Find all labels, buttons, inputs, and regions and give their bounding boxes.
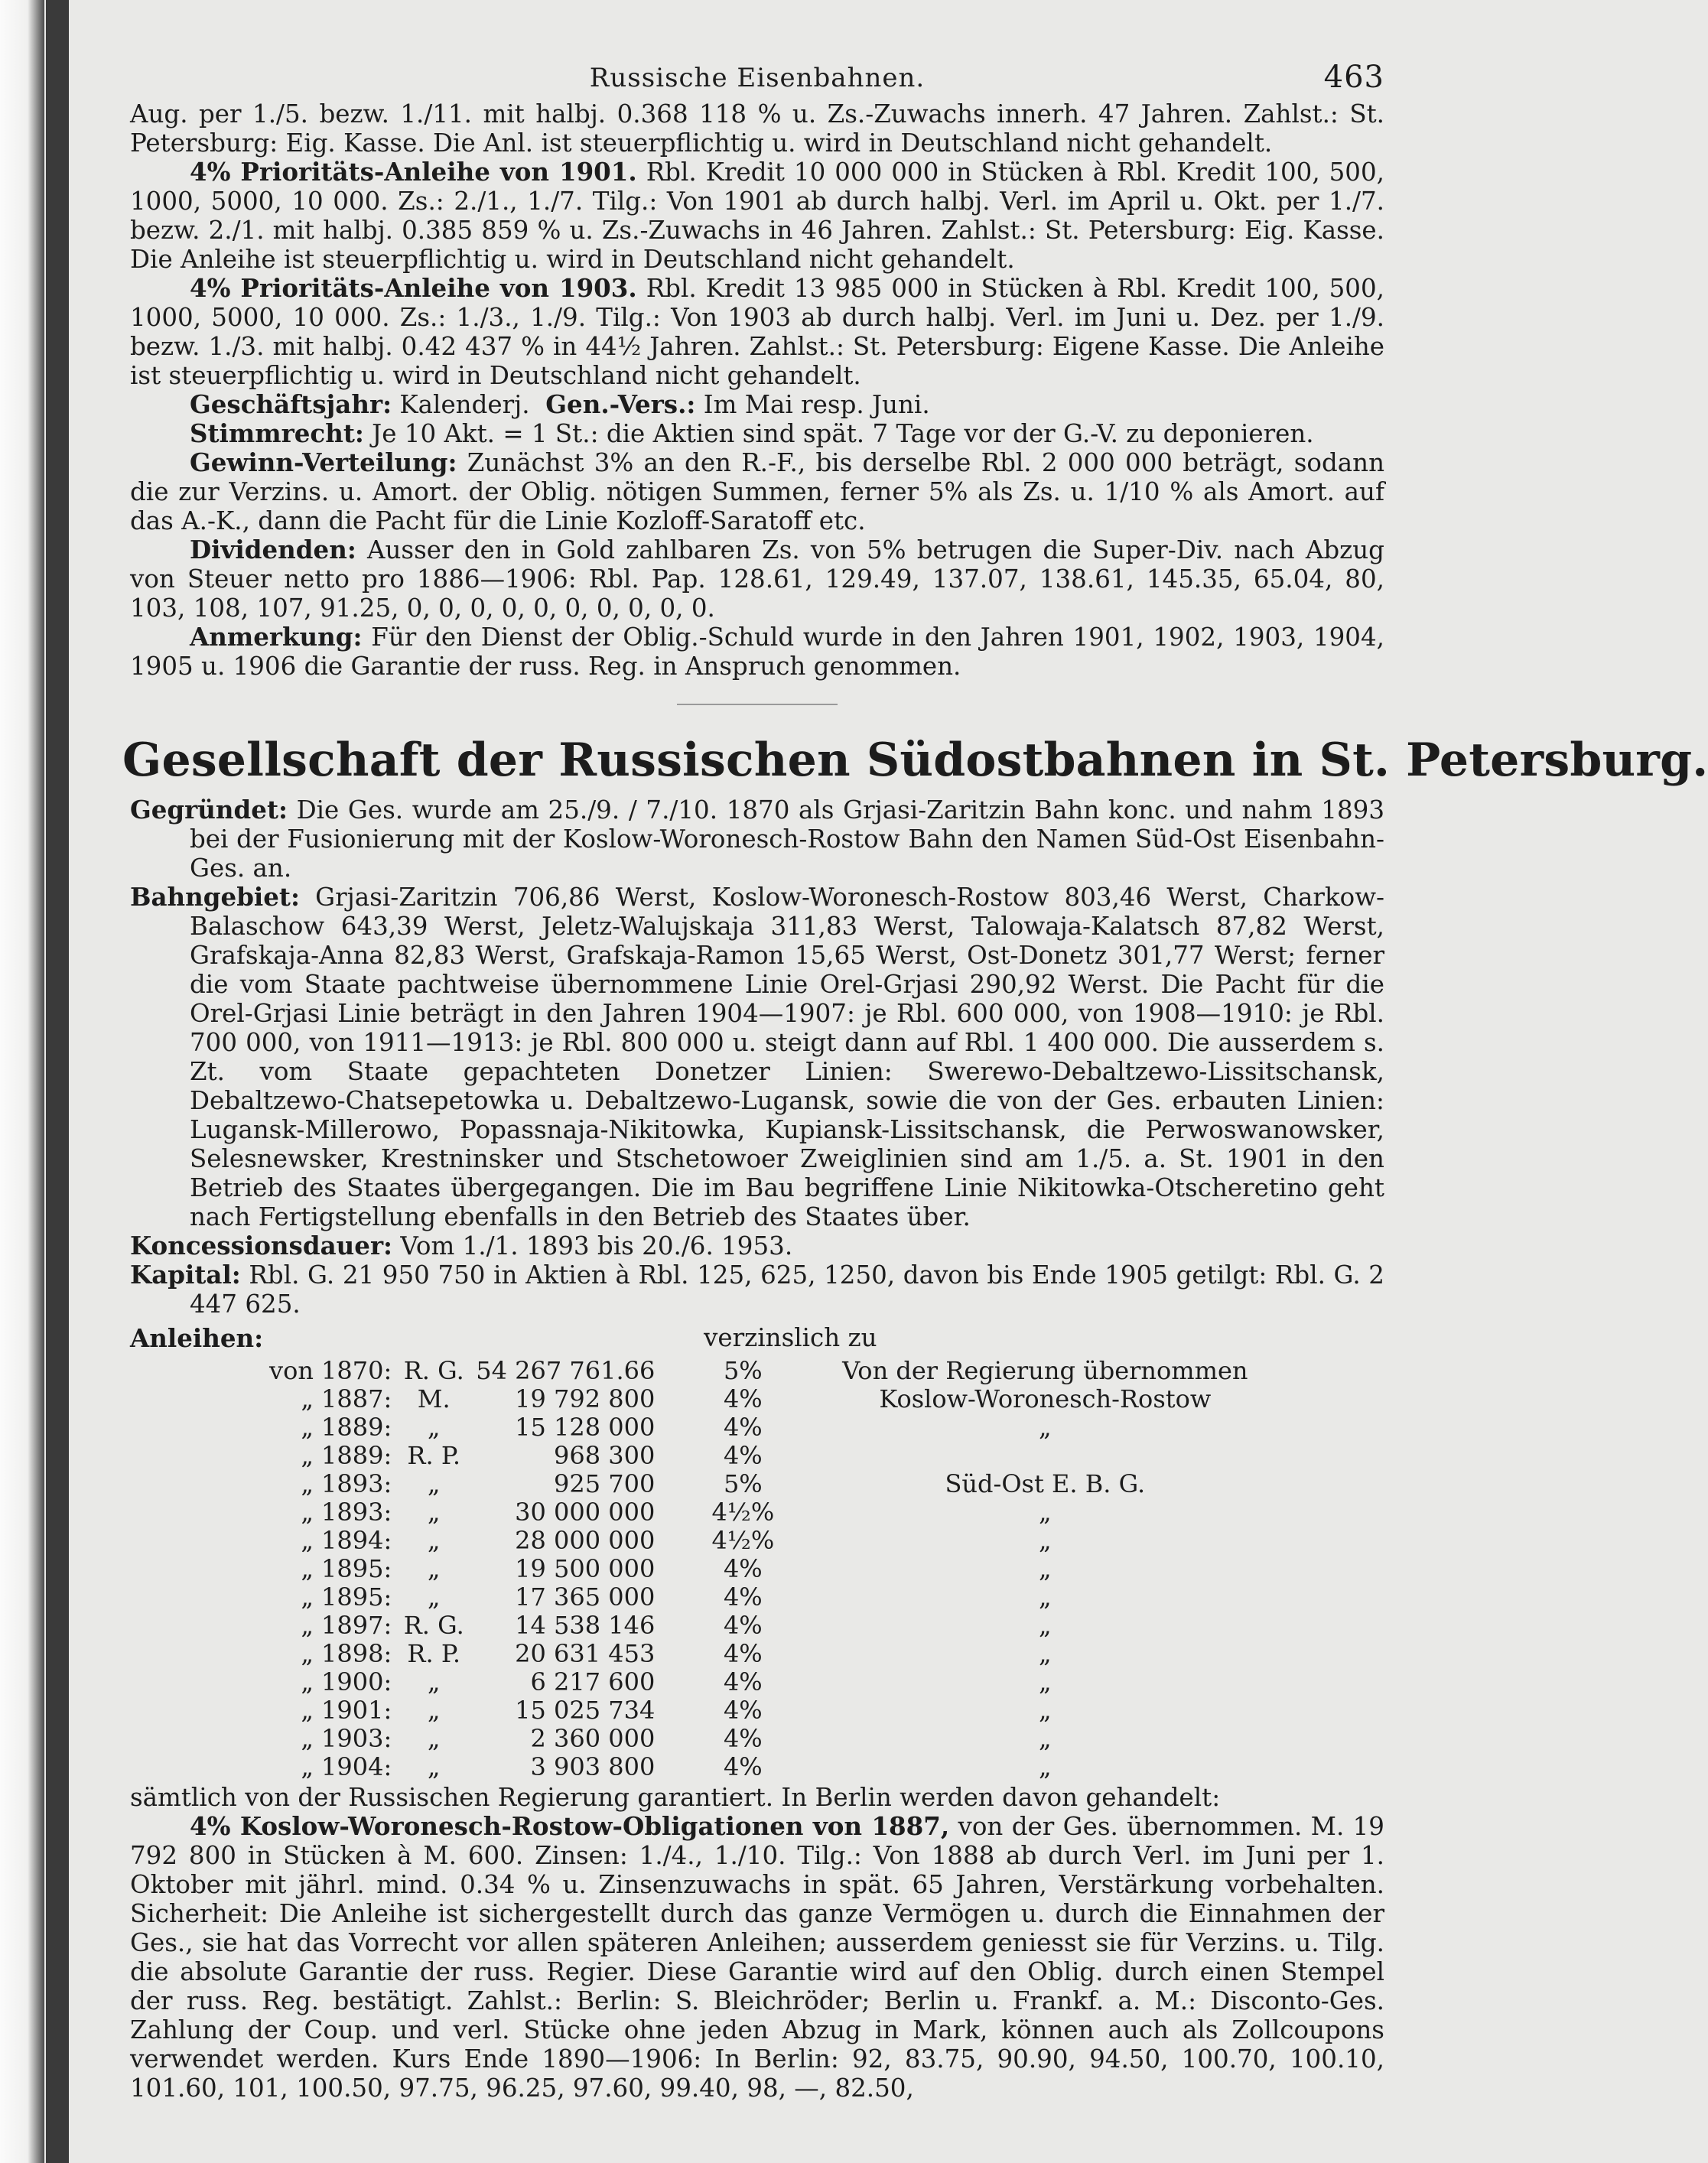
loan-currency <box>392 1357 476 1385</box>
previous-company-continuation <box>130 99 1384 681</box>
loan-note-text: „ <box>1039 1639 1052 1668</box>
table-row <box>130 1470 1259 1498</box>
loan-note <box>831 1413 1259 1442</box>
loan-prefix <box>130 1385 321 1413</box>
loan-year <box>321 1527 392 1555</box>
loan-currency <box>392 1696 476 1725</box>
loan-interest-rate-text: 4% <box>723 1667 763 1696</box>
loan-interest-rate-text: 4% <box>723 1413 763 1442</box>
paragraph <box>130 883 1384 1231</box>
loan-prefix-text: „ <box>301 1611 314 1640</box>
loan-note-text: „ <box>1039 1554 1052 1583</box>
loan-interest-rate-text: 4% <box>723 1441 763 1470</box>
loan-prefix-text: „ <box>301 1696 314 1725</box>
table-row <box>130 1442 1259 1470</box>
paragraph <box>130 1260 1384 1319</box>
loan-prefix-text: „ <box>301 1752 314 1781</box>
loan-note <box>831 1583 1259 1612</box>
loan-amount-text: 15 128 000 <box>515 1413 656 1442</box>
loan-year-text: 1895: <box>321 1582 392 1612</box>
loan-interest-rate-text: 4% <box>723 1384 763 1413</box>
loan-year <box>321 1583 392 1612</box>
loan-currency-text: „ <box>427 1469 441 1498</box>
section-heading: 4% Prioritäts-Anleihe von 1903. <box>190 273 637 303</box>
paragraph-text: Vom 1./1. 1893 bis 20./6. 1953. <box>392 1231 793 1260</box>
loan-year <box>321 1640 392 1668</box>
loan-amount <box>476 1527 655 1555</box>
loan-interest-rate-text: 4% <box>723 1696 763 1725</box>
loan-prefix <box>130 1753 321 1781</box>
loan-year <box>321 1612 392 1640</box>
section-heading: Anleihen: <box>130 1323 264 1353</box>
loan-amount-text: 968 300 <box>554 1441 656 1470</box>
loan-prefix-text: „ <box>301 1667 314 1696</box>
loan-currency-text: „ <box>427 1667 441 1696</box>
scan-page-edge <box>0 0 44 2163</box>
loan-year <box>321 1498 392 1527</box>
loan-year-text: 1897: <box>321 1611 392 1640</box>
table-row <box>130 1357 1259 1385</box>
loan-note-text: Süd-Ost E. B. G. <box>945 1469 1146 1498</box>
loan-note <box>831 1668 1259 1696</box>
loan-interest-rate-text: 4% <box>723 1611 763 1640</box>
loan-interest-rate <box>655 1583 831 1612</box>
paragraph-text: Für den Dienst der Oblig.-Schuld wurde in den Jahren 1901, 1902, 1903, 1904, 1905 u. 1906 die Garantie der russ. Reg. in Anspruch genommen. <box>130 623 1384 681</box>
loan-year <box>321 1696 392 1725</box>
loan-currency-text: „ <box>427 1526 441 1555</box>
loan-year-text: 1887: <box>321 1384 392 1413</box>
loan-year <box>321 1753 392 1781</box>
paragraph: sämtlich von der Russischen Regierung garantiert. In Berlin werden davon gehandelt: <box>130 1783 1221 1812</box>
loan-note <box>831 1725 1259 1753</box>
loan-currency-text: R. G. <box>403 1356 464 1385</box>
running-header <box>130 54 1384 99</box>
loan-currency-text: R. G. <box>403 1611 464 1640</box>
section-heading: Gegründet: <box>130 795 288 825</box>
loan-amount <box>476 1385 655 1413</box>
loan-currency <box>392 1498 476 1527</box>
paragraph-text: Rbl. Kredit 10 000 000 in Stücken à Rbl. Kredit 100, 500, 1000, 5000, 10 000. Zs.: 2./1., 1./7. Tilg.: Von 1901 ab durch halbj. Verl. im April u. Okt. per 1./7. bezw. 2./1. mit halbj. 0.385 859 % u. Zs.-Zuwachs in 46 Jahren. Zahlst.: St. Petersburg: Eig. Kasse. Die Anleihe ist steuerpflichtig u. wird in Deutschland nicht gehandelt. <box>130 158 1384 274</box>
loan-currency-text: „ <box>427 1696 441 1725</box>
paragraph: Aug. per 1./5. bezw. 1./11. mit halbj. 0.368 118 % u. Zs.-Zuwachs innerh. 47 Jahren. Zahlst.: St. Petersburg: Eig. Kasse. Die Anl. ist steuerpflichtig u. wird in Deutschland nicht gehandelt. <box>130 99 1384 158</box>
table-row <box>130 1753 1259 1781</box>
loan-note <box>831 1385 1259 1413</box>
loan-currency <box>392 1470 476 1498</box>
loan-year-text: 1901: <box>321 1696 392 1725</box>
loan-currency-text: „ <box>427 1752 441 1781</box>
loan-amount <box>476 1753 655 1781</box>
section-heading: Koncessionsdauer: <box>130 1231 393 1260</box>
document-page <box>122 54 1708 2103</box>
loan-amount-text: 30 000 000 <box>515 1498 656 1527</box>
loan-amount-text: 28 000 000 <box>515 1526 656 1555</box>
loan-interest-rate-text: 4% <box>723 1554 763 1583</box>
loan-amount <box>476 1668 655 1696</box>
loan-currency <box>392 1668 476 1696</box>
loan-amount <box>476 1612 655 1640</box>
loan-interest-rate <box>655 1357 831 1385</box>
loan-amount-text: 15 025 734 <box>515 1696 656 1725</box>
loan-interest-rate-text: 5% <box>723 1469 763 1498</box>
loan-interest-rate <box>655 1725 831 1753</box>
loan-prefix <box>130 1555 321 1583</box>
loans-heading-row <box>130 1323 1384 1354</box>
paragraph <box>130 535 1384 623</box>
loan-note-text: „ <box>1039 1667 1052 1696</box>
loan-currency-text: R. P. <box>407 1441 461 1470</box>
loan-currency-text: „ <box>427 1554 441 1583</box>
table-row <box>130 1612 1259 1640</box>
table-row <box>130 1498 1259 1527</box>
loan-currency <box>392 1612 476 1640</box>
loan-prefix <box>130 1725 321 1753</box>
loan-interest-rate-text: 4½% <box>711 1526 775 1555</box>
loan-currency-text: „ <box>427 1582 441 1612</box>
loan-note-text: „ <box>1039 1582 1052 1612</box>
loan-year <box>321 1668 392 1696</box>
loan-year-text: 1893: <box>321 1469 392 1498</box>
loan-interest-rate-text: 4½% <box>711 1498 775 1527</box>
loan-currency <box>392 1583 476 1612</box>
loan-note-text: „ <box>1039 1526 1052 1555</box>
interest-column-heading: verzinslich zu <box>704 1323 877 1352</box>
loan-amount-text: 54 267 761.66 <box>476 1356 656 1385</box>
loan-interest-rate <box>655 1498 831 1527</box>
loan-note-text: Von der Regierung übernommen <box>842 1356 1248 1385</box>
paragraph-text: Grjasi-Zaritzin 706,86 Werst, Koslow-Woronesch-Rostow 803,46 Werst, Charkow-Balaschow 643,39 Werst, Jeletz-Walujskaja 311,83 Werst, Talowaja-Kalatsch 87,82 Werst, Grafskaja-Anna 82,83 Werst, Grafskaja-Ramon 15,65 Werst, Ost-Donetz 301,77 Werst; ferner die vom Staate pachtweise übernommene Linie Orel-Grjasi 290,92 Werst. Die Pacht für die Orel-Grjasi Linie beträgt in den Jahren 1904—1907: je Rbl. 600 000, von 1908—1910: je Rbl. 700 000, von 1911—1913: je Rbl. 800 000 u. steigt dann auf Rbl. 1 400 000. Die ausserdem s. Zt. vom Staate gepachteten Donetzer Linien: Swerewo-Debaltzewo-Lissitschansk, Debaltzewo-Chatsepetowka u. Debaltzewo-Lugansk, sowie die von der Ges. erbauten Linien: Lugansk-Millerowo, Popassnaja-Nikitowka, Kupiansk-Lissitschansk, die Perwoswanowsker, Selesnewsker, Krestninsker und Stschetowoer Zweiglinien sind am 1./5. a. St. 1901 in den Betrieb des Staates übergegangen. Die im Bau begriffene Linie Nikitowka-Otscheretino geht nach Fertigstellung ebenfalls in den Betrieb des Staates über. <box>190 883 1384 1231</box>
loan-interest-rate <box>655 1640 831 1668</box>
loan-currency-text: „ <box>427 1724 441 1753</box>
loan-interest-rate <box>655 1442 831 1470</box>
loan-amount-text: 20 631 453 <box>515 1639 656 1668</box>
loan-note <box>831 1527 1259 1555</box>
paragraph-text: Kalenderj. <box>392 390 530 419</box>
paragraph <box>130 419 1384 448</box>
loan-prefix-text: „ <box>301 1554 314 1583</box>
loan-currency <box>392 1442 476 1470</box>
loan-amount <box>476 1725 655 1753</box>
loan-amount-text: 14 538 146 <box>515 1611 656 1640</box>
loan-year-text: 1894: <box>321 1526 392 1555</box>
loan-note-text: „ <box>1039 1498 1052 1527</box>
scan-binding-shadow <box>46 0 69 2163</box>
loan-year-text: 1904: <box>321 1752 392 1781</box>
loan-year-text: 1889: <box>321 1413 392 1442</box>
loan-amount <box>476 1498 655 1527</box>
loan-prefix <box>130 1357 321 1385</box>
loan-note-text: „ <box>1039 1696 1052 1725</box>
table-row <box>130 1413 1259 1442</box>
loan-note-text: „ <box>1039 1724 1052 1753</box>
loan-currency-text: „ <box>427 1498 441 1527</box>
loan-currency-text: M. <box>417 1384 451 1413</box>
loan-interest-rate <box>655 1555 831 1583</box>
section-heading: Geschäftsjahr: <box>190 389 392 419</box>
loan-amount <box>476 1413 655 1442</box>
section-heading: 4% Prioritäts-Anleihe von 1901. <box>190 157 637 187</box>
loan-currency <box>392 1753 476 1781</box>
loan-prefix <box>130 1470 321 1498</box>
loan-interest-rate <box>655 1668 831 1696</box>
loan-amount-text: 3 903 800 <box>530 1752 656 1781</box>
loan-note <box>831 1442 1259 1470</box>
loan-interest-rate <box>655 1612 831 1640</box>
loan-amount <box>476 1583 655 1612</box>
section-divider <box>677 704 838 705</box>
loan-amount <box>476 1357 655 1385</box>
loan-note-text: „ <box>1039 1413 1052 1442</box>
loan-note-text: „ <box>1039 1752 1052 1781</box>
loan-prefix-text: „ <box>301 1469 314 1498</box>
loan-prefix-text: „ <box>301 1498 314 1527</box>
paragraph <box>130 1231 1384 1260</box>
section-heading: Anmerkung: <box>190 622 363 652</box>
loan-interest-rate <box>655 1753 831 1781</box>
paragraph-text: von der Ges. übernommen. M. 19 792 800 in Stücken à M. 600. Zinsen: 1./4., 1./10. Tilg.: Von 1888 ab durch Verl. im Juni per 1. Oktober mit jährl. mind. 0.34 % u. Zinsenzuwachs in spät. 65 Jahren, Verstärkung vorbehalten. Sicherheit: Die Anleihe ist sichergestellt durch das ganze Vermögen u. durch die Einnahmen der Ges., sie hat das Vorrecht vor allen späteren Anleihen; ausserdem geniesst sie für Verzins. u. Tilg. die absolute Garantie der russ. Regier. Diese Garantie wird auf den Oblig. durch einen Stempel der russ. Reg. bestätigt. Zahlst.: Berlin: S. Bleichröder; Berlin u. Frankf. a. M.: Disconto-Ges. Zahlung der Coup. und verl. Stücke ohne jeden Abzug in Mark, können auch als Zollcoupons verwendet werden. Kurs Ende 1890—1906: In Berlin: 92, 83.75, 90.90, 94.50, 100.70, 100.10, 101.60, 101, 100.50, 97.75, 96.25, 97.60, 99.40, 98, —, 82.50, <box>130 1812 1384 2103</box>
paragraph <box>130 448 1384 535</box>
table-row <box>130 1668 1259 1696</box>
loan-year-text: 1903: <box>321 1724 392 1753</box>
loan-year-text: 1900: <box>321 1667 392 1696</box>
loan-year-text: 1895: <box>321 1554 392 1583</box>
loan-note <box>831 1498 1259 1527</box>
loan-year-text: 1889: <box>321 1441 392 1470</box>
loan-amount-text: 17 365 000 <box>515 1582 656 1612</box>
loan-prefix <box>130 1413 321 1442</box>
loan-year-text: 1870: <box>321 1356 392 1385</box>
loans-table-body <box>130 1357 1259 1781</box>
paragraph <box>130 1812 1384 2103</box>
loan-currency <box>392 1725 476 1753</box>
paragraph-text: Zunächst 3% an den R.-F., bis derselbe Rbl. 2 000 000 beträgt, sodann die zur Verzins. u. Amort. der Oblig. nötigen Summen, ferner 5% als Zs. u. 1/10 % als Amort. auf das A.-K., dann die Pacht für die Linie Kozloff-Saratoff etc. <box>130 448 1384 535</box>
loan-prefix-text: „ <box>301 1724 314 1753</box>
loan-year <box>321 1555 392 1583</box>
loan-amount-text: 6 217 600 <box>530 1667 656 1696</box>
loan-note-text: Koslow-Woronesch-Rostow <box>879 1384 1212 1413</box>
company-title: Gesellschaft der Russischen Südostbahnen in St. Petersburg. <box>122 733 1708 787</box>
loan-currency <box>392 1527 476 1555</box>
section-heading: Gen.-Vers.: <box>545 389 696 419</box>
loan-interest-rate-text: 4% <box>723 1724 763 1753</box>
loan-prefix <box>130 1640 321 1668</box>
loan-amount <box>476 1640 655 1668</box>
loan-amount <box>476 1442 655 1470</box>
loan-year <box>321 1413 392 1442</box>
loan-prefix-text: von <box>269 1356 314 1385</box>
paragraph <box>130 274 1384 390</box>
loan-prefix <box>130 1498 321 1527</box>
loan-interest-rate <box>655 1385 831 1413</box>
loan-currency <box>392 1385 476 1413</box>
loan-interest-rate-text: 4% <box>723 1582 763 1612</box>
loan-interest-rate <box>655 1470 831 1498</box>
loan-currency-text: „ <box>427 1413 441 1442</box>
table-row <box>130 1725 1259 1753</box>
loan-year <box>321 1442 392 1470</box>
loan-note <box>831 1753 1259 1781</box>
paragraph-text: Im Mai resp. Juni. <box>695 390 930 419</box>
loan-interest-rate <box>655 1527 831 1555</box>
loan-prefix-text: „ <box>301 1441 314 1470</box>
loan-interest-rate <box>655 1696 831 1725</box>
loan-amount <box>476 1696 655 1725</box>
loan-prefix <box>130 1696 321 1725</box>
company-entry <box>130 795 1384 1781</box>
loan-currency <box>392 1413 476 1442</box>
table-row <box>130 1555 1259 1583</box>
paragraph <box>130 795 1384 883</box>
loan-interest-rate-text: 5% <box>723 1356 763 1385</box>
paragraph-text: Ausser den in Gold zahlbaren Zs. von 5% betrugen die Super-Div. nach Abzug von Steuer netto pro 1886—1906: Rbl. Pap. 128.61, 129.49, 137.07, 138.61, 145.35, 65.04, 80, 103, 108, 107, 91.25, 0, 0, 0, 0, 0, 0, 0, 0, 0, 0. <box>130 535 1384 623</box>
section-heading: Gewinn-Verteilung: <box>190 447 457 477</box>
loan-interest-rate-text: 4% <box>723 1752 763 1781</box>
loan-amount <box>476 1555 655 1583</box>
paragraph-text: Die Ges. wurde am 25./9. / 7./10. 1870 als Grjasi-Zaritzin Bahn konc. und nahm 1893 bei der Fusionierung mit der Koslow-Woronesch-Rostow Bahn den Namen Süd-Ost Eisenbahn-Ges. an. <box>190 795 1384 883</box>
loan-prefix <box>130 1442 321 1470</box>
loan-interest-rate <box>655 1413 831 1442</box>
paragraph-text: Rbl. Kredit 13 985 000 in Stücken à Rbl. Kredit 100, 500, 1000, 5000, 10 000. Zs.: 1./3., 1./9. Tilg.: Von 1903 ab durch halbj. Verl. im Juni u. Dez. per 1./9. bezw. 1./3. mit halbj. 0.42 437 % in 44½ Jahren. Zahlst.: St. Petersburg: Eigene Kasse. Die Anleihe ist steuerpflichtig u. wird in Deutschland nicht gehandelt. <box>130 274 1384 390</box>
loan-note-text: „ <box>1039 1611 1052 1640</box>
loan-year-text: 1893: <box>321 1498 392 1527</box>
loan-note <box>831 1696 1259 1725</box>
table-row <box>130 1385 1259 1413</box>
loan-prefix <box>130 1612 321 1640</box>
loan-amount-text: 19 500 000 <box>515 1554 656 1583</box>
loan-currency <box>392 1555 476 1583</box>
table-row <box>130 1640 1259 1668</box>
loan-year <box>321 1385 392 1413</box>
loan-prefix-text: „ <box>301 1639 314 1668</box>
loan-prefix-text: „ <box>301 1384 314 1413</box>
loan-prefix <box>130 1668 321 1696</box>
loan-interest-rate-text: 4% <box>723 1639 763 1668</box>
loan-amount-text: 19 792 800 <box>515 1384 656 1413</box>
page-number: 463 <box>1323 60 1384 95</box>
loan-prefix <box>130 1583 321 1612</box>
section-heading: Stimmrecht: <box>190 418 364 448</box>
loan-year-text: 1898: <box>321 1639 392 1668</box>
loan-currency <box>392 1640 476 1668</box>
running-title: Russische Eisenbahnen. <box>589 63 926 93</box>
loan-year <box>321 1357 392 1385</box>
loans-table <box>130 1357 1259 1781</box>
loan-note <box>831 1640 1259 1668</box>
loan-year <box>321 1725 392 1753</box>
loan-amount <box>476 1470 655 1498</box>
loan-note <box>831 1612 1259 1640</box>
section-heading: 4% Koslow-Woronesch-Rostow-Obligationen von 1887, <box>190 1811 950 1841</box>
loan-prefix <box>130 1527 321 1555</box>
loan-prefix-text: „ <box>301 1413 314 1442</box>
section-heading: Bahngebiet: <box>130 882 300 912</box>
table-row <box>130 1527 1259 1555</box>
loan-note <box>831 1357 1259 1385</box>
paragraph <box>130 623 1384 681</box>
loan-note <box>831 1555 1259 1583</box>
paragraph <box>130 390 1384 419</box>
section-heading: Kapital: <box>130 1260 241 1290</box>
table-row <box>130 1696 1259 1725</box>
loan-currency-text: R. P. <box>407 1639 461 1668</box>
paragraph-text: Je 10 Akt. = 1 St.: die Aktien sind spät. 7 Tage vor der G.-V. zu deponieren. <box>363 419 1314 448</box>
loan-prefix-text: „ <box>301 1582 314 1612</box>
loan-note <box>831 1470 1259 1498</box>
loan-prefix-text: „ <box>301 1526 314 1555</box>
trading-section <box>130 1783 1384 2103</box>
paragraph-text: Rbl. G. 21 950 750 in Aktien à Rbl. 125, 625, 1250, davon bis Ende 1905 getilgt: Rbl. G. 2 447 625. <box>190 1260 1384 1319</box>
paragraph <box>130 158 1384 274</box>
loan-amount-text: 925 700 <box>554 1469 656 1498</box>
table-row <box>130 1583 1259 1612</box>
loan-amount-text: 2 360 000 <box>530 1724 656 1753</box>
section-heading: Dividenden: <box>190 535 356 564</box>
loan-year <box>321 1470 392 1498</box>
